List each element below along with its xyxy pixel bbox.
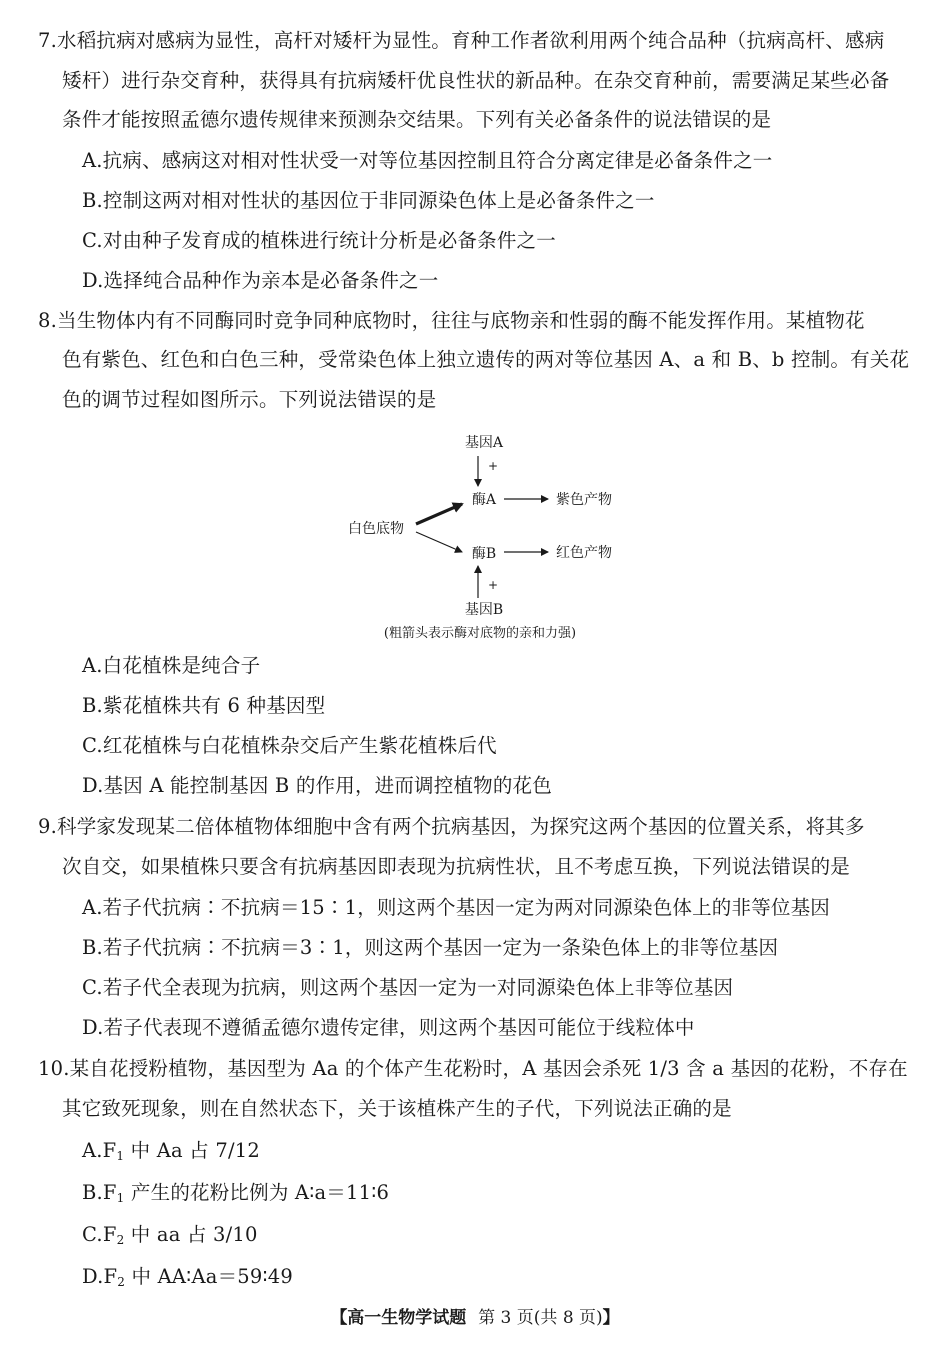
gene-a-plus-sign: +	[488, 459, 499, 473]
question-10-option-d	[82, 1264, 293, 1290]
question-9-stem-line-1: 9.科学家发现某二倍体植物体细胞中含有两个抗病基因，为探究这两个基因的位置关系，将其多	[38, 815, 865, 838]
question-10-option-b	[82, 1180, 389, 1206]
question-8-option-a: A.白花植株是纯合子	[82, 654, 261, 677]
question-10-option-c	[82, 1222, 258, 1248]
red-product-label: 红色产物	[556, 545, 612, 561]
diagram-caption: (粗箭头表示酶对底物的亲和力强)	[383, 626, 577, 641]
option-a-text: 中 Aa 占 7/12	[124, 1139, 260, 1162]
question-7-stem-line-2: 矮杆）进行杂交育种，获得具有抗病矮杆优良性状的新品种。在杂交育种前，需要满足某些必备	[62, 69, 890, 92]
question-7-option-d: D.选择纯合品种作为亲本是必备条件之一	[82, 269, 439, 292]
question-9-option-c: C.若子代全表现为抗病，则这两个基因一定为一对同源染色体上非等位基因	[82, 976, 734, 999]
question-7-stem-line-3: 条件才能按照孟德尔遗传规律来预测杂交结果。下列有关必备条件的说法错误的是	[62, 108, 772, 131]
question-7-option-a: A.抗病、感病这对相对性状受一对等位基因控制且符合分离定律是必备条件之一	[82, 149, 773, 172]
option-d-text: 中 AA∶Aa＝59∶49	[125, 1265, 293, 1288]
enzyme-a-label: 酶A	[471, 492, 497, 508]
page-footer	[0, 1306, 950, 1330]
question-10-stem-line-2: 其它致死现象，则在自然状态下，关于该植株产生的子代，下列说法正确的是	[62, 1097, 732, 1120]
question-9-stem-line-2: 次自交，如果植株只要含有抗病基因即表现为抗病性状，且不考虑互换，下列说法错误的是	[62, 855, 851, 878]
question-10-stem-line-1: 10.某自花授粉植物，基因型为 Aa 的个体产生花粉时，A 基因会杀死 1/3 含 a 基因的花粉，不存在	[38, 1057, 908, 1080]
footer-title: 【高一生物学试题	[330, 1308, 467, 1328]
question-8-option-d: D.基因 A 能控制基因 B 的作用，进而调控植物的花色	[82, 774, 552, 797]
option-b-prefix: B.F	[82, 1181, 117, 1204]
question-10-option-a	[82, 1138, 260, 1164]
option-c-text: 中 aa 占 3/10	[124, 1223, 258, 1246]
question-8-option-c: C.红花植株与白花植株杂交后产生紫花植株后代	[82, 734, 497, 757]
gene-b-plus-sign: +	[488, 578, 499, 592]
question-8-stem-line-2: 色有紫色、红色和白色三种，受常染色体上独立遗传的两对等位基因 A、a 和 B、b 控制。有关花	[62, 348, 910, 371]
question-7-option-c: C.对由种子发育成的植株进行统计分析是必备条件之一	[82, 229, 556, 252]
gene-b-label: 基因B	[464, 602, 504, 618]
question-9-option-d: D.若子代表现不遵循孟德尔遗传定律，则这两个基因可能位于线粒体中	[82, 1016, 695, 1039]
option-b-subscript: 1	[116, 1191, 125, 1205]
question-7-stem-line-1: 7.水稻抗病对感病为显性，高杆对矮杆为显性。育种工作者欲利用两个纯合品种（抗病高杆、感病	[38, 29, 885, 52]
option-b-text: 产生的花粉比例为 A∶a＝11∶6	[124, 1181, 390, 1204]
option-a-subscript: 1	[116, 1149, 125, 1163]
option-c-prefix: C.F	[82, 1223, 117, 1246]
strong-affinity-arrow	[416, 504, 462, 524]
option-d-prefix: D.F	[82, 1265, 118, 1288]
option-a-prefix: A.F	[82, 1139, 117, 1162]
question-9-option-b: B.若子代抗病∶不抗病＝3∶1，则这两个基因一定为一条染色体上的非等位基因	[82, 936, 779, 959]
enzyme-pathway-diagram	[330, 428, 630, 648]
gene-a-label: 基因A	[464, 435, 504, 451]
question-8-stem-line-3: 色的调节过程如图所示。下列说法错误的是	[62, 388, 437, 411]
footer-page-number: 第 3 页(共 8 页)	[478, 1308, 603, 1328]
footer-close-bracket: 】	[602, 1308, 620, 1328]
option-d-subscript: 2	[117, 1275, 126, 1289]
purple-product-label: 紫色产物	[556, 492, 612, 508]
question-8-stem-line-1: 8.当生物体内有不同酶同时竞争同种底物时，往往与底物亲和性弱的酶不能发挥作用。某植物花	[38, 309, 865, 332]
weak-affinity-arrow	[416, 532, 462, 552]
enzyme-b-label: 酶B	[471, 546, 497, 562]
question-8-option-b: B.紫花植株共有 6 种基因型	[82, 694, 326, 717]
question-7-option-b: B.控制这两对相对性状的基因位于非同源染色体上是必备条件之一	[82, 189, 655, 212]
question-9-option-a: A.若子代抗病∶不抗病＝15∶1，则这两个基因一定为两对同源染色体上的非等位基因	[82, 896, 831, 919]
option-c-subscript: 2	[116, 1233, 125, 1247]
white-substrate-label: 白色底物	[348, 521, 404, 537]
